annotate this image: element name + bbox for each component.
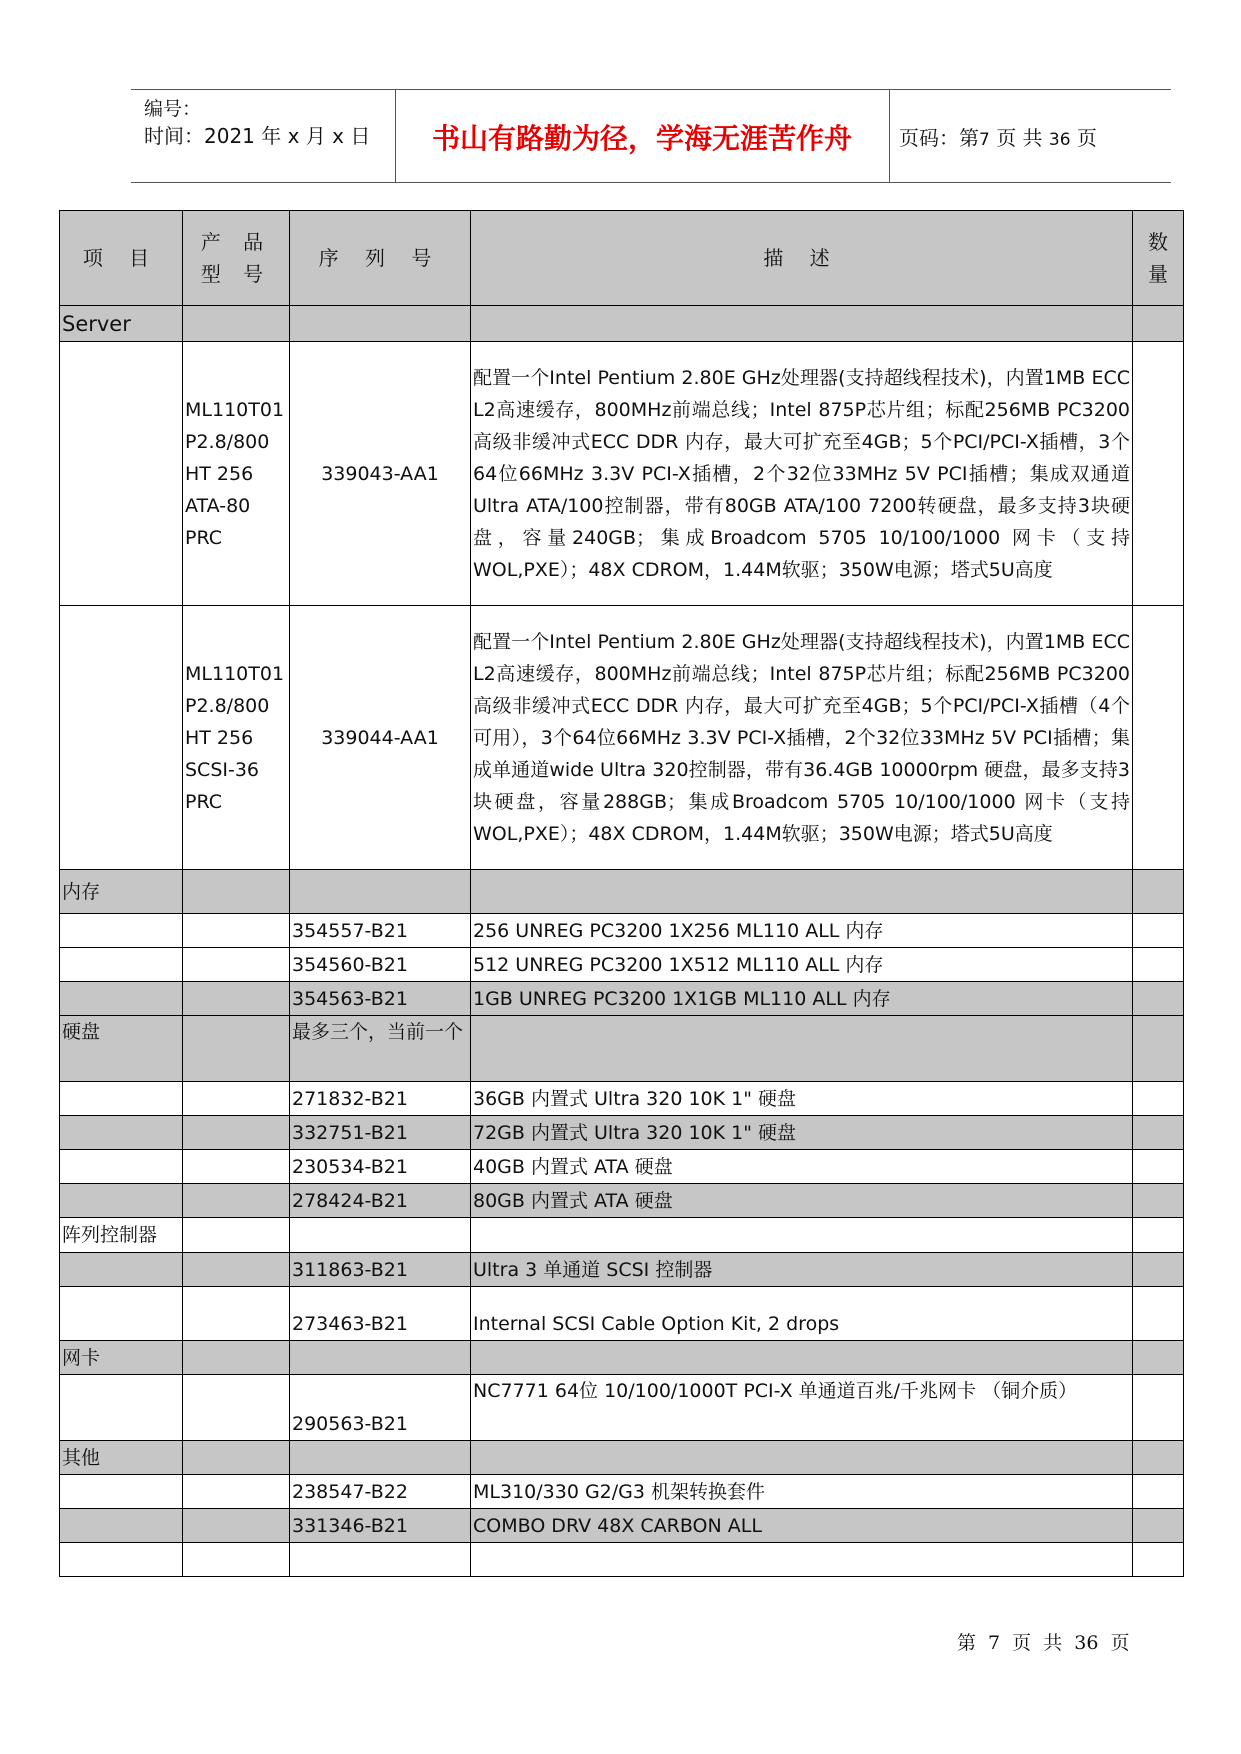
serial-cell: 339044-AA1 bbox=[290, 606, 471, 870]
section-label-other: 其他 bbox=[60, 1441, 183, 1475]
description-cell: Ultra 3 单通道 SCSI 控制器 bbox=[471, 1253, 1133, 1287]
description-cell: ML310/330 G2/G3 机架转换套件 bbox=[471, 1475, 1133, 1509]
model-cell: ML110T01 P2.8/800 HT 256 ATA-80 PRC bbox=[183, 342, 290, 606]
serial-cell: 354560-B21 bbox=[290, 948, 471, 982]
section-label-memory: 内存 bbox=[60, 870, 183, 914]
table-row bbox=[60, 1543, 1184, 1577]
section-row bbox=[60, 306, 1184, 342]
disk-note: 最多三个，当前一个 bbox=[290, 1016, 471, 1082]
table-row bbox=[60, 606, 1184, 870]
column-header-serial: 序 列 号 bbox=[290, 211, 471, 306]
table-row bbox=[60, 1116, 1184, 1150]
serial-cell: 273463-B21 bbox=[290, 1287, 471, 1341]
page-header bbox=[131, 89, 1171, 183]
table-row bbox=[60, 948, 1184, 982]
column-header-qty: 数 量 bbox=[1133, 211, 1184, 306]
table-row bbox=[60, 1509, 1184, 1543]
section-row bbox=[60, 1218, 1184, 1253]
table-row bbox=[60, 1184, 1184, 1218]
description-cell: 72GB 内置式 Ultra 320 10K 1" 硬盘 bbox=[471, 1116, 1133, 1150]
description-cell: 36GB 内置式 Ultra 320 10K 1" 硬盘 bbox=[471, 1082, 1133, 1116]
description-cell: 配置一个Intel Pentium 2.80E GHz处理器(支持超线程技术)，内置1MB ECC L2高速缓存，800MHz前端总线；Intel 875P芯片组；标配256MB PC3200 高级非缓冲式ECC DDR 内存，最大可扩充至4GB；5个PCI/PCI-X插槽，3个64位66MHz 3.3V PCI-X插槽，2个32位33MHz 5V PCI插槽；集成双通道Ultra ATA/100控制器，带有80GB ATA/100 7200转硬盘，最多支持3块硬盘，容量240GB；集成Broadcom 5705 10/100/1000 网卡（支持WOL,PXE）；48X CDROM，1.44M软驱；350W电源；塔式5U高度 bbox=[471, 342, 1133, 606]
table-row bbox=[60, 1475, 1184, 1509]
serial-cell: 332751-B21 bbox=[290, 1116, 471, 1150]
table-row bbox=[60, 342, 1184, 606]
section-label-controller: 阵列控制器 bbox=[60, 1218, 183, 1253]
description-cell: NC7771 64位 10/100/1000T PCI-X 单通道百兆/千兆网卡 （铜介质） bbox=[471, 1375, 1133, 1441]
serial-cell: 238547-B22 bbox=[290, 1475, 471, 1509]
section-label-disk: 硬盘 bbox=[60, 1016, 183, 1082]
description-cell: 256 UNREG PC3200 1X256 ML110 ALL 内存 bbox=[471, 914, 1133, 948]
section-row bbox=[60, 870, 1184, 914]
table-row bbox=[60, 1375, 1184, 1441]
description-cell: 1GB UNREG PC3200 1X1GB ML110 ALL 内存 bbox=[471, 982, 1133, 1016]
column-header-model: 产 品 型 号 bbox=[183, 211, 290, 306]
serial-cell: 339043-AA1 bbox=[290, 342, 471, 606]
header-page-number: 页码：第7 页 共 36 页 bbox=[899, 126, 1097, 150]
serial-cell: 271832-B21 bbox=[290, 1082, 471, 1116]
table-row bbox=[60, 982, 1184, 1016]
serial-cell: 331346-B21 bbox=[290, 1509, 471, 1543]
header-motto: 书山有路勤为径，学海无涯苦作舟 bbox=[431, 122, 852, 155]
column-header-desc: 描 述 bbox=[471, 211, 1133, 306]
model-cell: ML110T01 P2.8/800 HT 256 SCSI-36 PRC bbox=[183, 606, 290, 870]
product-table bbox=[59, 210, 1184, 1577]
table-row bbox=[60, 1287, 1184, 1341]
section-row bbox=[60, 1016, 1184, 1082]
table-row bbox=[60, 914, 1184, 948]
header-divider bbox=[889, 90, 890, 182]
serial-cell: 278424-B21 bbox=[290, 1184, 471, 1218]
column-header-item: 项 目 bbox=[60, 211, 183, 306]
document-code-label: 编号： bbox=[144, 98, 202, 120]
description-cell: Internal SCSI Cable Option Kit, 2 drops bbox=[471, 1287, 1133, 1341]
table-row bbox=[60, 1082, 1184, 1116]
serial-cell: 354557-B21 bbox=[290, 914, 471, 948]
description-cell: 80GB 内置式 ATA 硬盘 bbox=[471, 1184, 1133, 1218]
serial-cell: 311863-B21 bbox=[290, 1253, 471, 1287]
section-row bbox=[60, 1341, 1184, 1375]
document-time: 时间：2021 年 x 月 x 日 bbox=[144, 124, 371, 148]
table-row bbox=[60, 1253, 1184, 1287]
serial-cell: 230534-B21 bbox=[290, 1150, 471, 1184]
description-cell: 512 UNREG PC3200 1X512 ML110 ALL 内存 bbox=[471, 948, 1133, 982]
description-cell: 40GB 内置式 ATA 硬盘 bbox=[471, 1150, 1133, 1184]
page-footer: 第 7 页 共 36 页 bbox=[957, 1632, 1130, 1654]
serial-cell: 290563-B21 bbox=[290, 1375, 471, 1441]
table-header-row bbox=[60, 211, 1184, 306]
description-cell: 配置一个Intel Pentium 2.80E GHz处理器(支持超线程技术)，内置1MB ECC L2高速缓存，800MHz前端总线；Intel 875P芯片组；标配256MB PC3200 高级非缓冲式ECC DDR 内存，最大可扩充至4GB；5个PCI/PCI-X插槽（4个可用），3个64位66MHz 3.3V PCI-X插槽，2个32位33MHz 5V PCI插槽；集成单通道wide Ultra 320控制器，带有36.4GB 10000rpm 硬盘，最多支持3块硬盘，容量288GB；集成Broadcom 5705 10/100/1000 网卡（支持WOL,PXE）；48X CDROM，1.44M软驱；350W电源；塔式5U高度 bbox=[471, 606, 1133, 870]
section-label-nic: 网卡 bbox=[60, 1341, 183, 1375]
section-label-server: Server bbox=[60, 306, 183, 342]
serial-cell: 354563-B21 bbox=[290, 982, 471, 1016]
table-row bbox=[60, 1150, 1184, 1184]
description-cell: COMBO DRV 48X CARBON ALL bbox=[471, 1509, 1133, 1543]
section-row bbox=[60, 1441, 1184, 1475]
